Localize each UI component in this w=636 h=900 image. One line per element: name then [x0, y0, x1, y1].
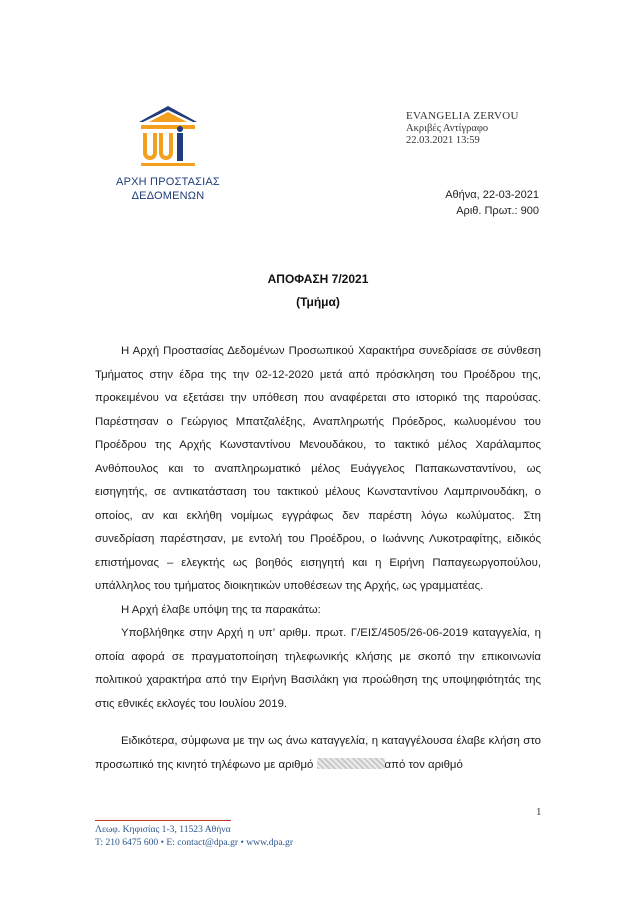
paragraph-details: [95, 730, 541, 777]
decision-title: ΑΠΟΦΑΣΗ 7/2021: [267, 272, 369, 286]
org-name-line1: ΑΡΧΗ ΠΡΟΣΤΑΣΙΑΣ: [116, 176, 220, 188]
document-date: Αθήνα, 22-03-2021: [445, 189, 539, 201]
details-text-start: Ειδικότερα, σύμφωνα με την ως άνω καταγγελία, η καταγγέλουσα έλαβε κλήση στο προσωπικό της κινητό τηλέφωνο με αριθμό: [95, 735, 541, 771]
decision-body: [95, 340, 541, 777]
footer-contact: Τ: 210 6475 600 • E: contact@dpa.gr • www.dpa.gr: [95, 836, 294, 848]
footer-address: Λεωφ. Κηφισίας 1-3, 11523 Αθήνα: [95, 824, 231, 835]
authority-logo: [108, 100, 228, 204]
page-number: 1: [536, 806, 542, 818]
columns-logo-icon: [135, 100, 201, 172]
paragraph-composition: Η Αρχή Προστασίας Δεδομένων Προσωπικού Χαρακτήρα συνεδρίασε σε σύνθεση Τμήματος στην έδρα της την 02-12-2020 μετά από πρόσκληση του Προέδρου της, προκειμένου να εξετάσει την υπόθεση που αναφέρεται στο ιστορικό της παρούσας. Παρέστησαν ο Γεώργιος Μπατζαλέξης, Αναπληρωτής Πρόεδρος, κωλυομένου του Προέδρου της Αρχής Κωνσταντίνου Μενουδάκου, το τακτικό μέλος Χαράλαμπος Ανθόπουλος και το αναπληρωματικό μέλος Ευάγγελος Παπακωνσταντίνου, ως εισηγητής, σε αντικατάσταση του τακτικού μέλους Κωνσταντίνου Λαμπρινουδάκη, ο οποίος, αν και εκλήθη νομίμως εγγράφως δεν παρέστη λόγω κωλύματος. Στη συνεδρίαση παρέστησαν, με εντολή του Προέδρου, ο Ιωάννης Λυκοτραφίτης, ειδικός επιστήμονας – ελεγκτής ως βοηθός εισηγητή και η Ειρήνη Παπαγεωργοπούλου, υπάλληλος του τμήματος διοικητικών υποθέσεων της Αρχής, ως γραμματέας.: [95, 345, 541, 592]
date-block: [445, 187, 539, 219]
footer: [95, 824, 293, 849]
signature-stamp: [406, 110, 519, 148]
paragraph-complaint: Υποβλήθηκε στην Αρχή η υπ’ αριθμ. πρωτ. Γ/ΕΙΣ/4505/26-06-2019 καταγγελία, η οποία αφορά σε πραγματοποίηση τηλεφωνικής κλήσης με σκοπό την επικοινωνία πολιτικού χαρακτήρα από την Ειρήνη Βασιλάκη για προώθηση της υποψηφιότητάς της στις εθνικές εκλογές του Ιουλίου 2019.: [95, 627, 541, 710]
redacted-phone-number: [317, 758, 385, 769]
details-text-end: από τον αριθμό: [384, 758, 463, 771]
footer-divider: [95, 820, 231, 821]
paragraph-considerations: Η Αρχή έλαβε υπόψη της τα παρακάτω:: [121, 603, 321, 616]
org-name-line2: ΔΕΔΟΜΕΝΩΝ: [131, 190, 205, 202]
decision-subtitle: (Τμήμα): [296, 295, 340, 309]
stamp-name: EVANGELIA ZERVOU: [406, 110, 519, 122]
protocol-number: Αριθ. Πρωτ.: 900: [456, 205, 539, 217]
stamp-copy-label: Ακριβές Αντίγραφο: [406, 122, 489, 134]
stamp-datetime: 22.03.2021 13:59: [406, 135, 480, 146]
